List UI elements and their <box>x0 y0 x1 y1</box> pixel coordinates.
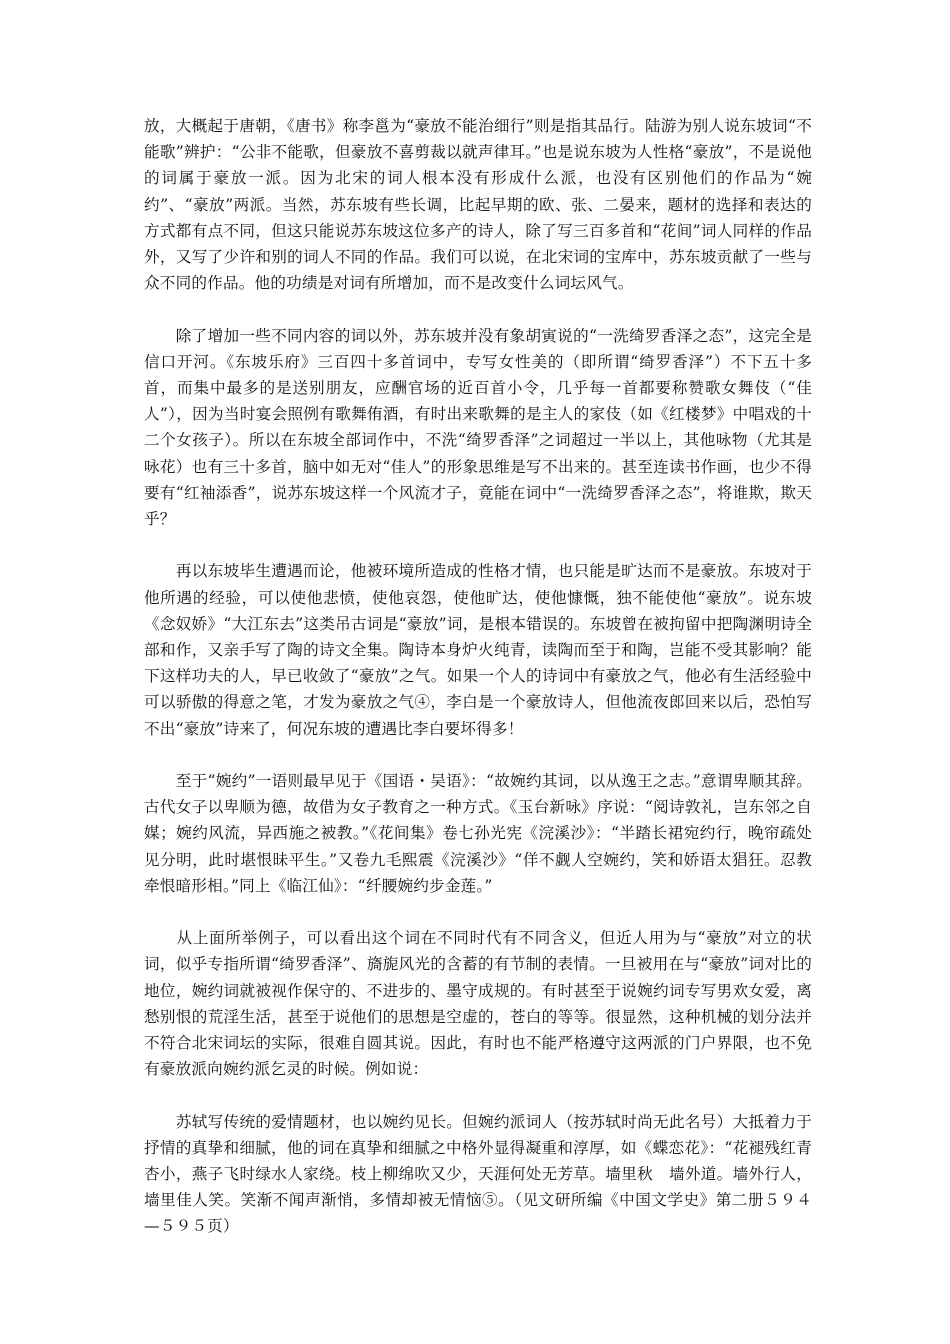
paragraph-1: 放，大概起于唐朝，《唐书》称李邕为“豪放不能治细行”则是指其品行。陆游为别人说东坡词“不能歌”辨护：“公非不能歌，但豪放不喜剪裁以就声律耳。”也是说东坡为人性格“豪放”，不是说他的词属于豪放一派。因为北宋的词人根本没有形成什么派，也没有区别他们的作品为“婉约”、“豪放”两派。当然，苏东坡有些长调，比起早期的欧、张、二晏来，题材的选择和表达的方式都有点不同，但这只能说苏东坡这位多产的诗人，除了写三百多首和“花间”词人同样的作品外，又写了少许和别的词人不同的作品。我们可以说，在北宋词的宝库中，苏东坡贡献了一些与众不同的作品。他的功绩是对词有所增加，而不是改变什么词坛风气。 <box>144 117 812 293</box>
paragraph-6: 苏轼写传统的爱情题材，也以婉约见长。但婉约派词人（按苏轼时尚无此名号）大抵着力于抒情的真挚和细腻，他的词在真挚和细腻之中格外显得凝重和淳厚，如《蝶恋花》：“花褪残红青杏小，燕子飞时绿水人家绕。枝上柳绵吹又少，天涯何处无芳草。墙里秋 墙外道。墙外行人，墙里佳人笑。笑渐不闻声渐悄，多情却被无情恼⑤。（见文研所编《中国文学史》第二册５９４—５９５页） <box>144 1112 812 1236</box>
document-page <box>144 113 812 1266</box>
paragraph-4: 至于“婉约”一语则最早见于《国语・吴语》：“故婉约其词，以从逸王之志。”意谓卑顺其辞。古代女子以卑顺为德，故借为女子教育之一种方式。《玉台新咏》序说：“阅诗敦礼，岂东邻之自媒；婉约风流，异西施之被教。”《花间集》卷七孙光宪《浣溪沙》：“半踏长裙宛约行，晚帘疏处见分明，此时堪恨昧平生。”又卷九毛熙震《浣溪沙》“佯不觑人空婉约，笑和娇语太猖狂。忍教牵恨暗形相。”同上《临江仙》：“纤腰婉约步金莲。” <box>144 772 812 895</box>
paragraph-3: 再以东坡毕生遭遇而论，他被环境所造成的性格才情，也只能是旷达而不是豪放。东坡对于他所遇的经验，可以使他悲愤，使他哀怨，使他旷达，使他慷慨，独不能使他“豪放”。说东坡《念奴娇》“大江东去”这类吊古词是“豪放”词，是根本错误的。东坡曾在被拘留中把陶渊明诗全部和作，又亲手写了陶的诗文全集。陶诗本身炉火纯青，读陶而至于和陶，岂能不受其影响？能下这样功夫的人，早已收敛了“豪放”之气。如果一个人的诗词中有豪放之气，他必有生活经验中可以骄傲的得意之笔，才发为豪放之气④，李白是一个豪放诗人，但他流夜郎回来以后，恐怕写不出“豪放”诗来了，何况东坡的遭遇比李白要坏得多！ <box>144 562 812 738</box>
paragraph-2: 除了增加一些不同内容的词以外，苏东坡并没有象胡寅说的“一洗绮罗香泽之态”，这完全是信口开河。《东坡乐府》三百四十多首词中，专写女性美的（即所谓“绮罗香泽”）不下五十多首，而集中最多的是送别朋友，应酬官场的近百首小令，几乎每一首都要称赞歌女舞伎（“佳人”），因为当时宴会照例有歌舞侑酒，有时出来歌舞的是主人的家伎（如《红楼梦》中唱戏的十二个女孩子）。所以在东坡全部词作中，不洗“绮罗香泽”之词超过一半以上，其他咏物（尤其是咏花）也有三十多首，脑中如无对“佳人”的形象思维是写不出来的。甚至连读书作画，也少不得要有“红袖添香”，说苏东坡这样一个风流才子，竟能在词中“一洗绮罗香泽之态”，将谁欺，欺天乎？ <box>144 326 812 529</box>
paragraph-5: 从上面所举例子，可以看出这个词在不同时代有不同含义，但近人用为与“豪放”对立的状词，似乎专指所谓“绮罗香泽”、旖旎风光的含蓄的有节制的表情。一旦被用在与“豪放”词对比的地位，婉约词就被视作保守的、不进步的、墨守成规的。有时甚至于说婉约词专写男欢女爱，离愁别恨的荒淫生活，甚至于说他们的思想是空虚的，苍白的等等。很显然，这种机械的划分法并不符合北宋词坛的实际，很难自圆其说。因此，有时也不能严格遵守这两派的门户界限，也不免有豪放派向婉约派乞灵的时候。例如说： <box>144 929 812 1079</box>
